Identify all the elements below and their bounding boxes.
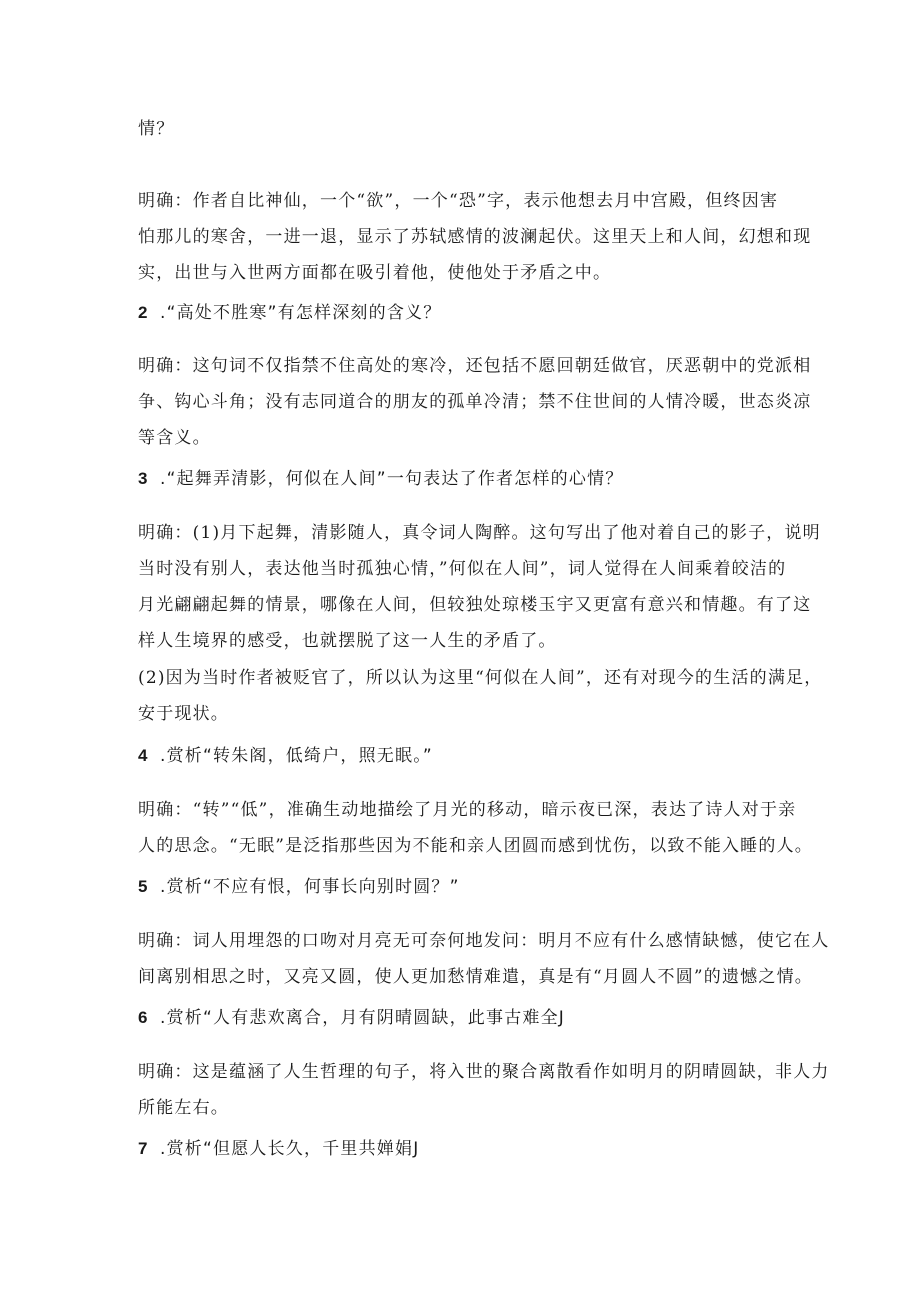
question-4: 4 .赏析“转朱阁，低绮户，照无眠。” bbox=[138, 746, 433, 766]
answer-line: 怕那儿的寒舍，一进一退，显示了苏轼感情的波澜起伏。这里天上和人间，幻想和现 bbox=[138, 227, 812, 247]
question-3: 3 .“起舞弄清影，何似在人间”一句表达了作者怎样的心情？ bbox=[138, 469, 624, 489]
answer-line: 月光翩翩起舞的情景，哪像在人间，但较独处琼楼玉宇又更富有意兴和情趣。有了这 bbox=[138, 595, 812, 615]
answer-line: 争、钩心斗角；没有志同道合的朋友的孤单冷清；禁不住世间的人情冷暖，世态炎凉 bbox=[138, 392, 812, 412]
answer-line: 样人生境界的感受，也就摆脱了这一人生的矛盾了。 bbox=[138, 631, 557, 651]
answer-line: 明确：词人用埋怨的口吻对月亮无可奈何地发问：明月不应有什么感情缺憾，使它在人 bbox=[138, 931, 830, 951]
answer-line: 实，出世与入世两方面都在吸引着他，使他处于矛盾之中。 bbox=[138, 263, 612, 283]
answer-line: 等含义。 bbox=[138, 428, 211, 448]
answer-line: 明确：这句词不仅指禁不住高处的寒冷，还包括不愿回朝廷做官，厌恶朝中的党派相 bbox=[138, 356, 812, 376]
answer-line: 当时没有别人，表达他当时孤独心情，”何似在人间”，词人觉得在人间乘着皎洁的 bbox=[138, 559, 787, 579]
answer-line: 所能左右。 bbox=[138, 1098, 229, 1118]
question-2: 2 .“高处不胜寒”有怎样深刻的含义？ bbox=[138, 303, 442, 323]
answer-line: 明确：作者自比神仙，一个“欲”，一个“恐”字，表示他想去月中宫殿，但终因害 bbox=[138, 191, 779, 211]
answer-line: 间离别相思之时，又亮又圆，使人更加愁情难遣，真是有“月圆人不圆”的遗憾之情。 bbox=[138, 967, 813, 987]
answer-line: 人的思念。“无眠”是泛指那些因为不能和亲人团圆而感到忧伤，以致不能入睡的人。 bbox=[138, 836, 813, 856]
answer-line: 明确：“转”“低”，准确生动地描绘了月光的移动，暗示夜已深，表达了诗人对于亲 bbox=[138, 800, 797, 820]
text-line: 情？ bbox=[138, 119, 175, 139]
question-7: 7 .赏析“但愿人长久，千里共婵娟J bbox=[138, 1139, 420, 1159]
answer-line: (2)因为当时作者被贬官了，所以认为这里“何似在人间”，还有对现今的生活的满足， bbox=[138, 668, 823, 688]
answer-line: 明确：这是蕴涵了人生哲理的句子，将入世的聚合离散看作如明月的阴晴圆缺，非人力 bbox=[138, 1062, 830, 1082]
question-5: 5 .赏析“不应有恨，何事长向别时圆？” bbox=[138, 877, 460, 897]
question-6: 6 .赏析“人有悲欢离合，月有阴晴圆缺，此事古难全J bbox=[138, 1008, 566, 1028]
answer-line: 安于现状。 bbox=[138, 704, 229, 724]
answer-line: 明确：(1)月下起舞，清影随人，真令词人陶醉。这句写出了他对着自己的影子，说明 bbox=[138, 523, 821, 543]
